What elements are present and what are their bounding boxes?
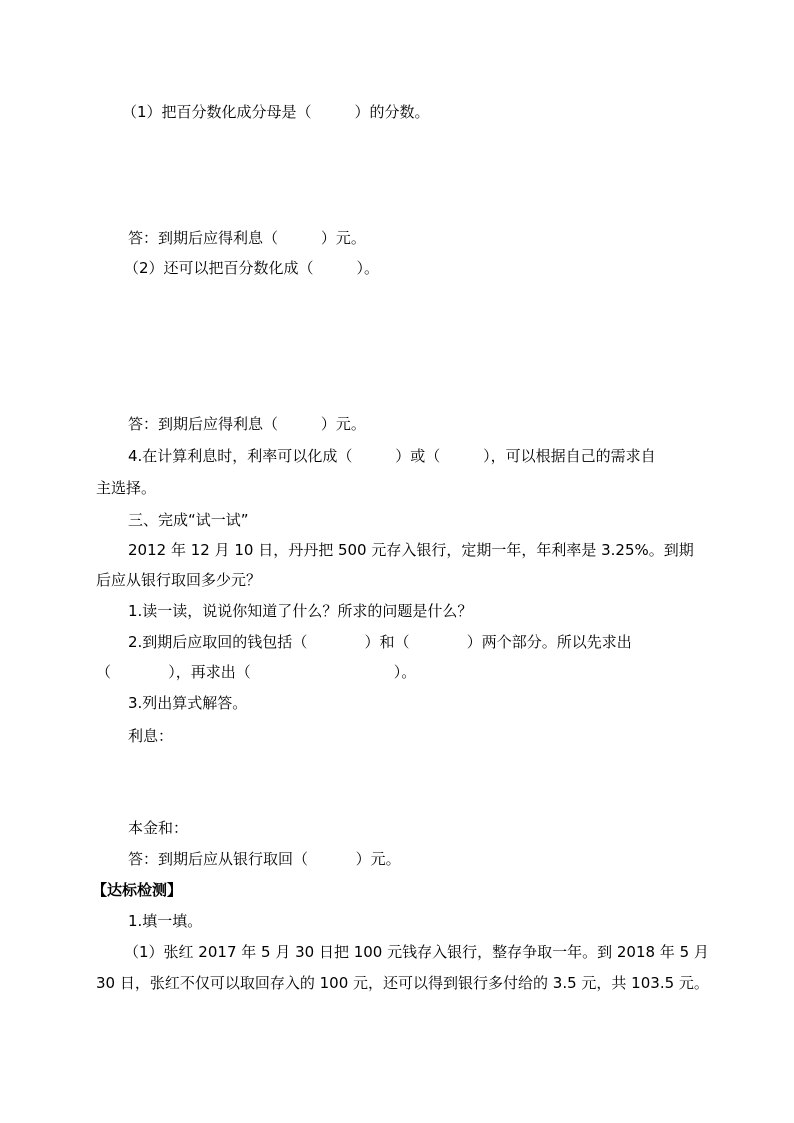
answer-2: 答：到期后应得利息（ ）元。 xyxy=(128,415,366,433)
money-parts-line-1: 2.到期后应取回的钱包括（ ）和（ ）两个部分。所以先求出 xyxy=(128,633,632,651)
assessment-heading: 【达标检测】 xyxy=(92,881,183,899)
story-line-1: 2012 年 12 月 10 日，丹丹把 500 元存入银行，定期一年，年利率是 3.25%。到期 xyxy=(128,541,694,559)
answer-3: 答：到期后应从银行取回（ ）元。 xyxy=(128,850,401,868)
principal-sum-label: 本金和： xyxy=(128,819,189,837)
solve-step: 3.列出算式解答。 xyxy=(128,694,248,712)
money-parts-line-2: （ ），再求出（ ）。 xyxy=(96,663,417,681)
read-step: 1.读一读，说说你知道了什么？所求的问题是什么？ xyxy=(128,602,473,620)
item-4-line-2: 主选择。 xyxy=(96,479,157,497)
item-4-line-1: 4.在计算利息时，利率可以化成（ ）或（ ），可以根据自己的需求自 xyxy=(128,447,656,465)
fill-in-1-line-2: 30 日，张红不仅可以取回存入的 100 元，还可以得到银行多付给的 3.5 元，共 103.5 元。 xyxy=(96,974,709,992)
question-2: （2）还可以把百分数化成（ ）。 xyxy=(124,259,379,277)
answer-1: 答：到期后应得利息（ ）元。 xyxy=(128,229,366,247)
interest-label: 利息： xyxy=(128,727,174,745)
story-line-2: 后应从银行取回多少元？ xyxy=(96,571,262,589)
fill-in-heading: 1.填一填。 xyxy=(128,912,203,930)
question-1: （1）把百分数化成分母是（ ）的分数。 xyxy=(122,103,430,121)
fill-in-1-line-1: （1）张红 2017 年 5 月 30 日把 100 元钱存入银行，整存争取一年。到 2018 年 5 月 xyxy=(124,943,709,961)
section-3-heading: 三、完成“试一试” xyxy=(128,511,249,529)
